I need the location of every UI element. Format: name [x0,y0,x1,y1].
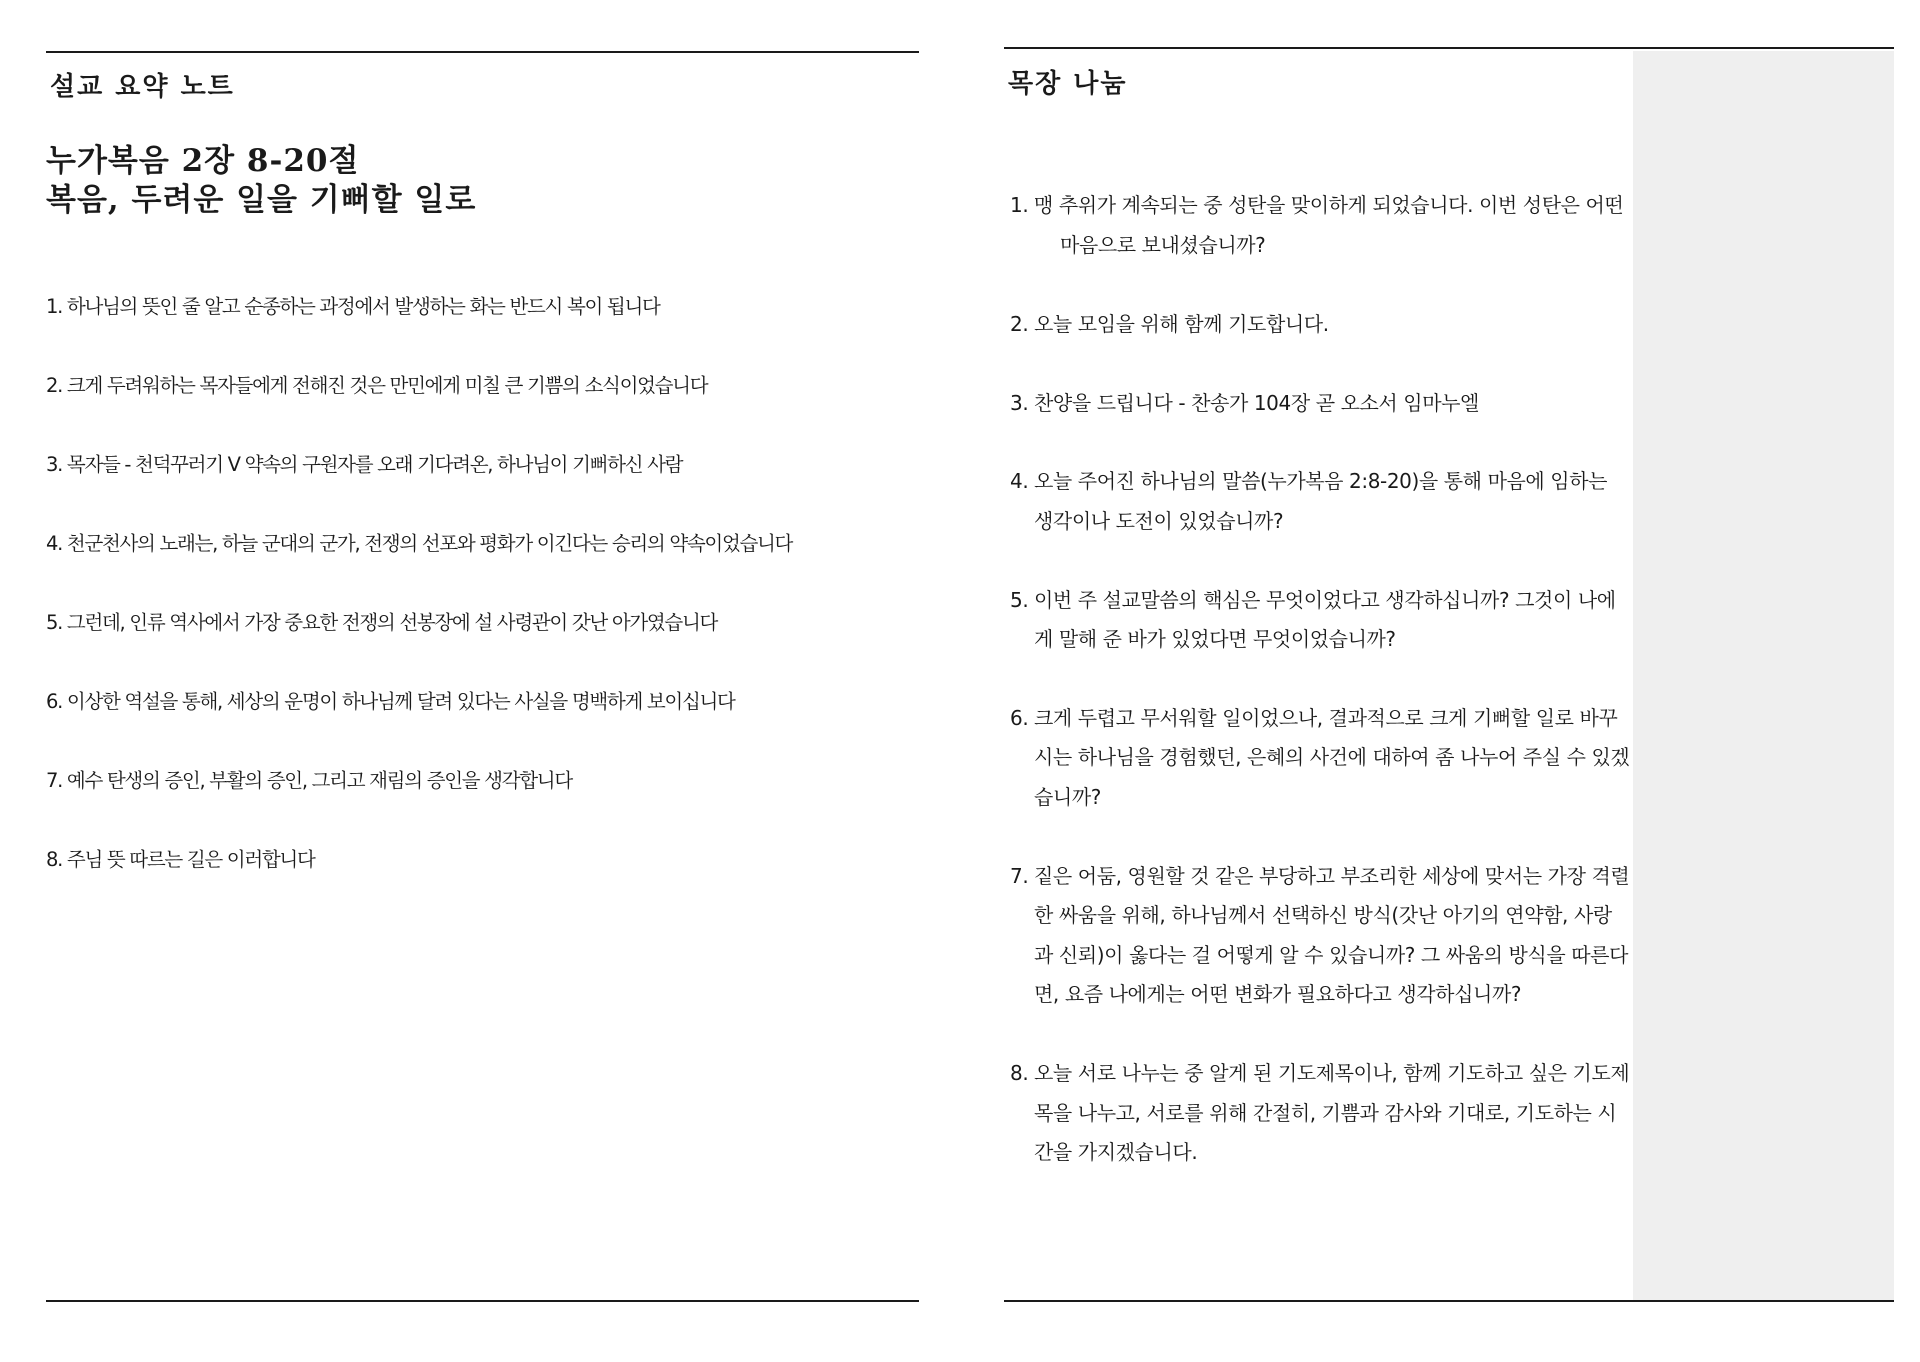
summary-point: 2. 크게 두려워하는 목자들에게 전해진 것은 만민에게 미칠 큰 기쁨의 소식이었습니다 [46,374,708,397]
sermon-notes-header: 설교 요약 노트 [50,72,235,102]
question-item [1010,581,1630,660]
question-number: 8. [1010,1060,1029,1085]
question-item [1010,384,1630,424]
question-text: 오늘 모임을 위해 함께 기도합니다. [1034,312,1329,337]
question-number: 5. [1010,587,1029,612]
question-text: 오늘 주어진 하나님의 말씀(누가복음 2:8-20)을 통해 마음에 임하는 생각이나 도전이 있었습니까? [1034,469,1608,533]
question-number: 1. [1010,193,1029,217]
question-number: 7. [1010,863,1029,888]
question-item [1010,699,1630,818]
left-bottom-rule [46,1300,919,1302]
summary-point: 6. 이상한 역설을 통해, 세상의 운명이 하나님께 달려 있다는 사실을 명백하게 보이십니다 [46,690,735,713]
gray-side-panel [1633,51,1894,1300]
question-item [1010,1054,1630,1173]
left-top-rule [46,51,919,53]
question-text: 이번 주 설교말씀의 핵심은 무엇이었다고 생각하십니까? 그것이 나에게 말해 준 바가 있었다면 무엇이었습니까? [1034,587,1616,652]
question-text: 크게 두렵고 무서워할 일이었으나, 결과적으로 크게 기뻐할 일로 바꾸시는 하나님을 경험했던, 은혜의 사건에 대하여 좀 나누어 주실 수 있겠습니까? [1034,705,1630,809]
question-item [1010,186,1630,265]
summary-point: 8. 주님 뜻 따르는 길은 이러합니다 [46,848,315,871]
question-item [1010,305,1630,345]
question-number: 2. [1010,312,1029,337]
summary-points [46,292,876,924]
summary-point: 4. 천군천사의 노래는, 하늘 군대의 군가, 전쟁의 선포와 평화가 이긴다는 승리의 약속이었습니다 [46,532,793,555]
question-item [1010,462,1630,541]
question-text: 찬양을 드립니다 - 찬송가 104장 곧 오소서 임마누엘 [1034,390,1479,415]
right-bottom-rule [1004,1300,1894,1302]
summary-point: 5. 그런데, 인류 역사에서 가장 중요한 전쟁의 선봉장에 설 사령관이 갓난 아가였습니다 [46,611,718,634]
right-top-rule [1004,47,1894,49]
question-line: 마음으로 보내셨습니까? [1060,232,1266,257]
question-text: 오늘 서로 나누는 중 알게 된 기도제목이나, 함께 기도하고 싶은 기도제목을 나누고, 서로를 위해 간절히, 기쁨과 감사와 기대로, 기도하는 시간을 가지겠습니다. [1034,1060,1630,1165]
summary-point: 7. 예수 탄생의 증인, 부활의 증인, 그리고 재림의 증인을 생각합니다 [46,769,572,792]
sermon-scripture: 누가복음 2장 8-20절 [46,143,360,179]
question-line: 맹 추위가 계속되는 중 성탄을 맞이하게 되었습니다. 이번 성탄은 어떤 [1034,193,1624,217]
question-item [1010,857,1630,1015]
question-number: 4. [1010,469,1029,494]
discussion-questions [1010,186,1630,1173]
summary-point: 3. 목자들 - 천덕꾸러기 V 약속의 구원자를 오래 기다려온, 하나님이 기뻐하신 사람 [46,453,683,476]
question-number: 6. [1010,705,1029,730]
question-text [1010,186,1630,265]
summary-point: 1. 하나님의 뜻인 줄 알고 순종하는 과정에서 발생하는 화는 반드시 복이 됩니다 [46,295,660,318]
sermon-subtitle: 복음, 두려운 일을 기뻐할 일로 [46,182,477,218]
question-number: 3. [1010,390,1029,415]
small-group-header: 목장 나눔 [1008,69,1128,99]
question-text: 짙은 어둠, 영원할 것 같은 부당하고 부조리한 세상에 맞서는 가장 격렬한 싸움을 위해, 하나님께서 선택하신 방식(갓난 아기의 연약함, 사랑과 신뢰)이 옳다는 걸 어떻게 알 수 있습니까? 그 싸움의 방식을 따른다면, 요즘 나에게는 어떤 변화가 필요하다고 생각하십니까? [1034,863,1630,1007]
sermon-title [46,142,476,220]
